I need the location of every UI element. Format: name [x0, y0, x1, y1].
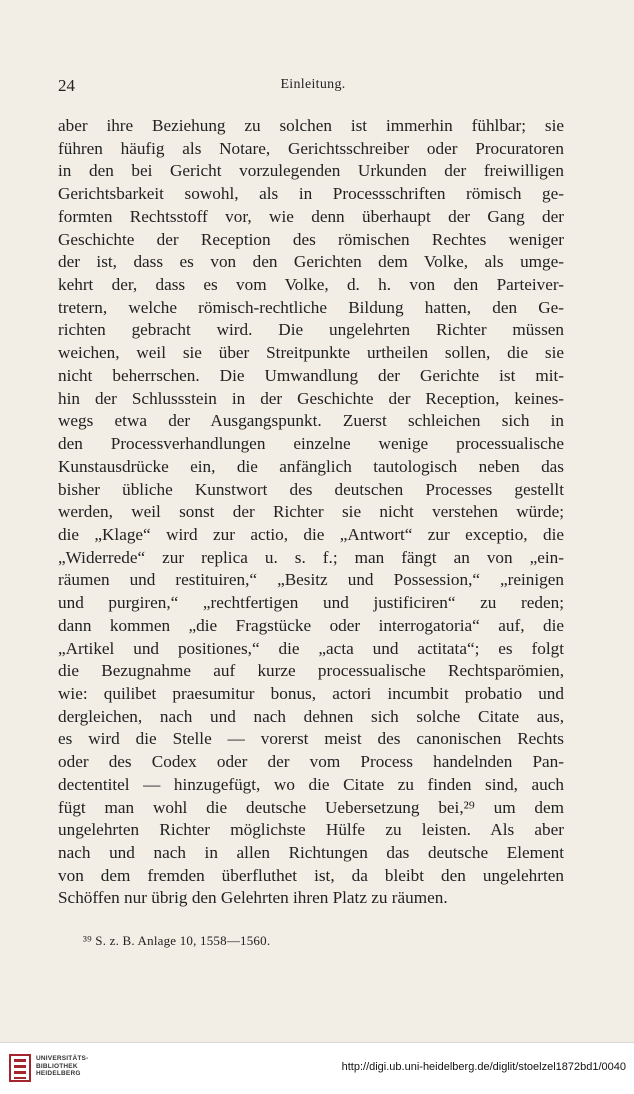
- text-line: der ist, dass es von den Gerichten dem Volke, als umge-: [58, 252, 564, 272]
- text-line: fügt man wohl die deutsche Uebersetzung bei,²⁹ um dem: [58, 797, 564, 817]
- library-name-line: UNIVERSITÄTS-: [36, 1055, 89, 1062]
- library-name-line: HEIDELBERG: [36, 1070, 81, 1077]
- text-line: von dem fremden überfluthet ist, da bleibt den ungelehrten: [58, 865, 564, 885]
- text-line: „Widerrede“ zur replica u. s. f.; man fängt an von „ein-: [58, 547, 564, 567]
- text-line: wie: quilibet praesumitur bonus, actori incumbit probatio und: [58, 683, 564, 703]
- page-number: 24: [58, 76, 75, 95]
- page-header: [58, 76, 568, 98]
- library-name-line: BIBLIOTHEK: [36, 1062, 78, 1070]
- text-line: die Bezugnahme auf kurze processualische Rechtsparömien,: [58, 661, 564, 681]
- permalink-url[interactable]: http://digi.ub.uni-heidelberg.de/diglit/stoelzel1872bd1/0040: [341, 1061, 626, 1073]
- text-line: dann kommen „die Fragstücke oder interrogatoria“ auf, die: [58, 615, 564, 635]
- text-line: werden, weil sonst der Richter sie nicht verstehen würde;: [58, 502, 564, 522]
- text-line: nach und nach in allen Richtungen das deutsche Element: [58, 843, 564, 862]
- text-line: den Processverhandlungen einzelne wenige processualische: [58, 434, 564, 454]
- text-line: es wird die Stelle — vorerst meist des canonischen Rechts: [58, 729, 564, 749]
- text-line: richten gebracht wird. Die ungelehrten Richter müssen: [58, 320, 564, 340]
- running-title: Einleitung.: [280, 77, 346, 92]
- text-line: nicht beherrschen. Die Umwandlung der Gerichte ist mit-: [58, 365, 564, 385]
- text-line: und purgiren,“ „rechtfertigen und justificiren“ zu reden;: [58, 593, 564, 613]
- body-text: [58, 115, 564, 910]
- text-line: ungelehrten Richter möglichste Hülfe zu leisten. Als aber: [58, 820, 564, 840]
- text-line: räumen und restituiren,“ „Besitz und Possession,“ „reinigen: [58, 570, 564, 590]
- university-library-logo-icon: [8, 1053, 32, 1083]
- text-line: „Artikel und positiones,“ die „acta und actitata“; es folgt: [58, 638, 564, 658]
- text-line: die „Klage“ wird zur actio, die „Antwort“ zur exceptio, die: [58, 524, 564, 544]
- text-line: führen häufig als Notare, Gerichtsschreiber oder Procuratoren: [58, 138, 564, 158]
- library-name: [36, 1055, 88, 1078]
- text-line: formten Rechtsstoff vor, wie denn überhaupt der Gang der: [58, 206, 564, 226]
- text-line: tretern, welche römisch-rechtliche Bildung hatten, den Ge-: [58, 297, 564, 317]
- text-line: bisher übliche Kunstwort des deutschen Processes gestellt: [58, 479, 564, 499]
- text-line: in den bei Gericht vorzulegenden Urkunden der freiwilligen: [58, 161, 564, 181]
- text-line: weichen, weil sie über Streitpunkte urtheilen sollen, die sie: [58, 343, 564, 363]
- text-line: hin der Schlussstein in der Geschichte der Reception, keines-: [58, 388, 564, 408]
- text-line: aber ihre Beziehung zu solchen ist immerhin fühlbar; sie: [58, 116, 564, 135]
- text-line: wegs etwa der Ausgangspunkt. Zuerst schleichen sich in: [58, 411, 564, 431]
- viewer-footer: [0, 1042, 634, 1094]
- text-line: Schöffen nur übrig den Gelehrten ihren Platz zu räumen.: [58, 888, 448, 908]
- text-line: dectentitel — hinzugefügt, wo die Citate zu finden sind, auch: [58, 774, 564, 794]
- text-line: Geschichte der Reception des römischen Rechtes weniger: [58, 229, 564, 249]
- text-line: Kunstausdrücke ein, die anfänglich tautologisch neben das: [58, 456, 564, 476]
- footnote: ³⁹ S. z. B. Anlage 10, 1558—1560.: [83, 933, 271, 948]
- text-line: dergleichen, nach und nach dehnen sich solche Citate aus,: [58, 706, 564, 726]
- text-line: oder des Codex oder der vom Process handelnden Pan-: [58, 752, 564, 772]
- text-line: kehrt der, dass es vom Volke, d. h. von den Parteiver-: [58, 275, 564, 295]
- text-line: Gerichtsbarkeit sowohl, als in Processschriften römisch ge-: [58, 184, 564, 204]
